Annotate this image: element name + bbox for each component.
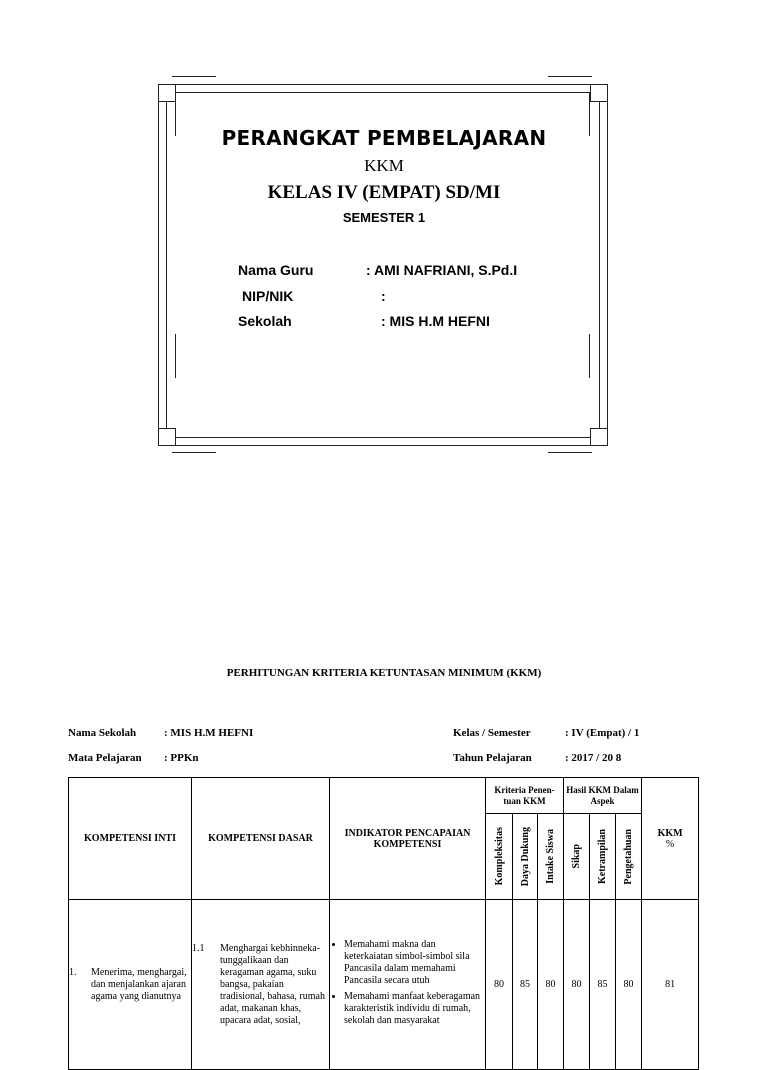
list-item: • Memahami makna dan keterkaiatan simbol-simbol sila Pancasila dalam memahami Pancasila secara utuh	[344, 939, 485, 987]
field-label-sekolah: Sekolah	[238, 313, 292, 329]
header-sikap-label: Sikap	[571, 844, 583, 869]
header-pengetahuan-label: Pengetahuan	[623, 828, 635, 885]
cell-sikap: 80	[564, 900, 590, 1070]
cover-subtitle-kkm: KKM	[364, 156, 404, 175]
cover-title: PERANGKAT PEMBELAJARAN	[221, 126, 547, 150]
cell-kompetensi-inti	[69, 900, 192, 1070]
field-value-nama-guru: : AMI NAFRIANI, S.Pd.I	[366, 262, 518, 278]
cell-keterampilan: 85	[590, 900, 616, 1070]
header-indikator: INDIKATOR PENCAPAIAN KOMPETENSI	[330, 778, 486, 900]
kd-number: 1.1	[192, 942, 205, 954]
header-kriteria: Kriteria Penen-tuan KKM	[486, 778, 564, 814]
frame-corner-tr	[590, 84, 608, 102]
field-value-sekolah: : MIS H.M HEFNI	[381, 313, 490, 329]
frame-mark-right-bottom	[589, 334, 590, 378]
meta-mapel-label: Mata Pelajaran	[68, 752, 142, 764]
cover-subtitle-kelas: KELAS IV (EMPAT) SD/MI	[267, 182, 501, 203]
field-label-nip: NIP/NIK	[242, 288, 294, 304]
cell-kkm: 81	[642, 900, 699, 1070]
header-kompetensi-dasar: KOMPETENSI DASAR	[192, 778, 330, 900]
frame-mark-bottom-right	[548, 452, 592, 453]
header-kompleksitas-label: Kompleksitas	[493, 827, 505, 886]
cover-subtitle-semester: SEMESTER 1	[342, 210, 426, 225]
header-sikap	[564, 814, 590, 900]
cell-pengetahuan: 80	[616, 900, 642, 1070]
frame-corner-bl	[158, 428, 176, 446]
meta-nama-sekolah-value: : MIS H.M HEFNI	[164, 727, 254, 739]
header-daya-dukung	[513, 814, 538, 900]
header-keterampilan-label: Ketrampilan	[597, 829, 609, 884]
header-intake-siswa	[538, 814, 564, 900]
header-kkm-unit: %	[665, 838, 675, 850]
field-label-nama-guru: Nama Guru	[238, 262, 314, 278]
ki-text: Menerima, menghargai, dan menjalankan ajaran agama yang dianutnya	[91, 966, 187, 1002]
header-pengetahuan	[616, 814, 642, 900]
header-daya-dukung-label: Daya Dukung	[519, 826, 531, 887]
cell-intake-siswa: 80	[538, 900, 564, 1070]
list-item: • Memahami manfaat keberagaman karakteristik individu di rumah, sekolah dan masyarakat	[344, 991, 485, 1027]
cell-kompleksitas: 80	[486, 900, 513, 1070]
frame-mark-bottom-left	[172, 452, 216, 453]
indicator-list	[330, 939, 485, 1027]
frame-mark-left-bottom	[175, 334, 176, 378]
frame-corner-tl	[158, 84, 176, 102]
frame-corner-br	[590, 428, 608, 446]
header-intake-siswa-label: Intake Siswa	[545, 829, 557, 884]
frame-mark-top-left	[172, 76, 216, 77]
meta-tahun-value: : 2017 / 20 8	[565, 752, 622, 764]
cell-daya-dukung: 85	[513, 900, 538, 1070]
ki-number: 1.	[69, 966, 77, 978]
kkm-title: PERHITUNGAN KRITERIA KETUNTASAN MINIMUM (KKM)	[226, 667, 542, 679]
header-kompleksitas	[486, 814, 513, 900]
header-kompetensi-inti: KOMPETENSI INTI	[69, 778, 192, 900]
field-value-nip: :	[381, 288, 386, 304]
table-row	[69, 900, 699, 1070]
meta-kelas-label: Kelas / Semester	[453, 727, 531, 739]
meta-tahun-label: Tahun Pelajaran	[453, 752, 532, 764]
cell-indikator	[330, 900, 486, 1070]
header-hasil: Hasil KKM Dalam Aspek	[564, 778, 642, 814]
frame-mark-top-right	[548, 76, 592, 77]
header-keterampilan	[590, 814, 616, 900]
kd-text: Menghargai kebhinneka-tunggalikaan dan keragaman agama, suku bangsa, pakaian tradisional, bahasa, rumah adat, makanan khas, upacara adat, sosial,	[220, 942, 325, 1026]
kkm-table	[68, 777, 699, 1070]
header-kkm-label: KKM	[657, 827, 683, 839]
cell-kompetensi-dasar	[192, 900, 330, 1070]
meta-kelas-value: : IV (Empat) / 1	[565, 727, 640, 739]
meta-nama-sekolah-label: Nama Sekolah	[68, 727, 137, 739]
meta-mapel-value: : PPKn	[164, 752, 199, 764]
header-kkm	[642, 778, 699, 900]
